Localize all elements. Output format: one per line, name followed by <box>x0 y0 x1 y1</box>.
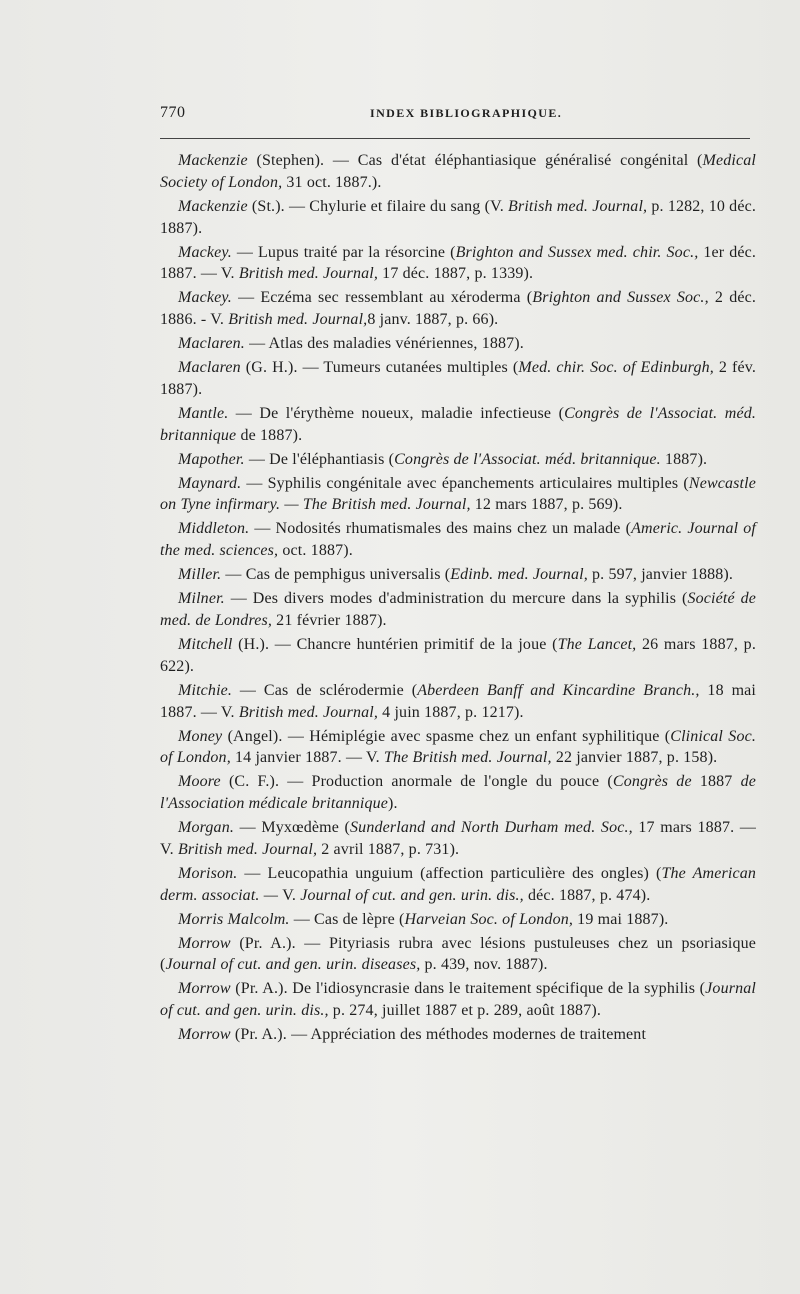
entry-publication: Congrès de <box>612 773 692 791</box>
entry-text: déc. 1887, p. 474). <box>523 886 651 904</box>
bibliography-entry <box>160 150 756 194</box>
entry-publication: Journal of cut. and gen. urin. dis., <box>300 886 524 904</box>
entry-text: 8 janv. 1887, p. 66). <box>367 311 499 329</box>
entry-text: — Nodosités rhumatismales des mains chez un malade ( <box>249 520 632 538</box>
entry-author: Mackenzie <box>178 152 248 169</box>
entry-text: — Atlas des maladies vénériennes, 1887). <box>244 335 524 353</box>
entry-author: Mapother. <box>178 450 245 468</box>
entry-text: 12 mars 1887, p. 569). <box>470 496 623 514</box>
bibliography-entry <box>160 196 756 240</box>
running-title: INDEX BIBLIOGRAPHIQUE. <box>370 106 563 120</box>
entry-publication: British med. Journal, <box>177 840 318 858</box>
bibliography-entry <box>160 771 756 815</box>
bibliography-entry <box>160 909 756 931</box>
entry-text: — Leucopathia unguium (affection particulière des ongles) ( <box>237 864 662 882</box>
page-number: 770 <box>160 104 186 121</box>
bibliography-entry <box>160 933 756 977</box>
entry-publication: Journal of cut. and gen. urin. diseases, <box>165 956 421 974</box>
entry-text: (Pr. A.). — Appréciation des méthodes modernes de traitement <box>230 1026 647 1044</box>
entry-text: 31 oct. 1887.). <box>282 173 382 191</box>
entry-text: 19 mai 1887). <box>573 910 669 928</box>
entry-author: Mitchie. <box>178 681 233 699</box>
entry-publication: Congrès de l'Associat. méd. britannique <box>160 404 756 444</box>
entry-text: 14 janvier 1887. — V. <box>230 749 384 767</box>
entry-publication: The Lancet, <box>557 635 637 653</box>
entry-publication: Aberdeen Banff and Kincardine Branch., <box>417 681 700 699</box>
entry-text: (Angel). — Hémiplégie avec spasme chez un enfant syphilitique ( <box>222 727 671 745</box>
entry-text: — Cas de sclérodermie ( <box>232 681 418 699</box>
entry-author: Mantle. <box>178 404 229 422</box>
entry-publication: The British med. Journal, <box>383 749 552 767</box>
entry-author: Morrow <box>178 1026 231 1044</box>
entry-text: (Pr. A.). — Pityriasis rubra avec lésions pustuleuses chez un psoriasique ( <box>160 934 756 974</box>
entry-author: Mackenzie <box>178 197 248 215</box>
entry-publication: Harveian Soc. of London, <box>404 910 574 928</box>
entry-author: Maclaren <box>178 359 241 377</box>
entry-author: Moore <box>178 773 221 791</box>
bibliography-entry <box>160 634 756 678</box>
entry-author: Mitchell <box>178 635 233 653</box>
entry-author: Morrow <box>178 934 231 952</box>
entry-author: Morgan. <box>178 819 235 837</box>
bibliography-entry <box>160 588 756 632</box>
entry-publication: Edinb. med. Journal, <box>450 566 588 584</box>
bibliography-entry <box>160 403 756 447</box>
bibliography-entry <box>160 449 756 471</box>
entry-text: p. 597, janvier 1888). <box>587 566 734 584</box>
entry-author: Morris Malcolm. <box>178 910 290 928</box>
bibliography-entry <box>160 564 756 586</box>
bibliography-entry <box>160 518 756 562</box>
entry-publication: Med. chir. Soc. of Edinburgh, <box>518 359 714 377</box>
bibliography-entry <box>160 333 756 355</box>
page-header <box>160 104 750 126</box>
entry-publication: de l'Association médicale britannique <box>160 773 756 813</box>
entry-text: 2 fév. 1887). <box>160 359 757 398</box>
entry-text: (St.). — Chylurie et filaire du sang (V. <box>247 197 509 215</box>
entry-text: 22 janvier 1887, p. 158). <box>551 749 718 767</box>
entry-text: p. 439, nov. 1887). <box>420 956 548 974</box>
entry-publication: British med. Journal, <box>238 703 379 721</box>
entry-publication: Congrès de l'Associat. méd. britannique. <box>394 450 661 468</box>
header-rule <box>160 138 750 139</box>
entry-text: 1887). <box>660 450 708 468</box>
entry-publication: Sunderland and North Durham med. Soc., <box>350 819 633 837</box>
entry-text: 4 juin 1887, p. 1217). <box>378 703 524 721</box>
entry-text: (H.). — Chancre huntérien primitif de la joue ( <box>232 635 558 653</box>
entry-author: Morison. <box>178 864 238 882</box>
entry-publication: British med. Journal, <box>508 197 648 215</box>
entry-text: 21 février 1887). <box>272 612 387 629</box>
entry-text: ). <box>388 795 398 813</box>
bibliography-entry <box>160 978 756 1022</box>
entry-text: — Cas de pemphigus universalis ( <box>221 566 451 584</box>
entry-text: (G. H.). — Tumeurs cutanées multiples ( <box>240 359 519 377</box>
entry-author: Mackey. <box>178 289 232 307</box>
entry-publication: Brighton and Sussex Soc., <box>532 289 709 307</box>
entry-text: — Eczéma sec ressemblant au xéroderma ( <box>231 289 533 307</box>
entry-text: — Myxœdème ( <box>234 819 351 837</box>
entry-publication: Clinical Soc. of London, <box>160 727 756 767</box>
entry-text: — Lupus traité par la résorcine ( <box>231 243 456 261</box>
entry-text: 2 déc. 1886. - V. <box>160 289 757 329</box>
entry-author: Mackey. <box>178 243 232 261</box>
entry-publication: Société de med. de Londres, <box>160 590 756 629</box>
entry-text: V. <box>282 886 301 904</box>
entry-text: p. 1282, 10 déc. 1887). <box>160 197 756 237</box>
bibliography-entry <box>160 473 756 517</box>
entry-publication: Newcastle on Tyne infirmary. — The British med. Journal, <box>160 474 756 514</box>
entry-text: 18 mai 1887. — V. <box>160 681 757 721</box>
entry-publication: British med. Journal, <box>228 311 368 329</box>
bibliography-entry <box>160 287 756 331</box>
bibliography-entry <box>160 357 756 401</box>
entry-text: 1887 <box>691 773 741 791</box>
entry-text: — Syphilis congénitale avec épanchements articulaires multiples ( <box>241 474 689 492</box>
entry-text: oct. 1887). <box>278 542 353 560</box>
entry-text: — De l'éléphantiasis ( <box>244 450 395 468</box>
entry-author: Maclaren. <box>178 335 245 353</box>
entry-publication: Journal of cut. and gen. urin. dis., <box>160 980 756 1020</box>
bibliography-entry <box>160 863 756 907</box>
entry-publication: Brighton and Sussex med. chir. Soc., <box>455 243 699 261</box>
entry-text: 26 mars 1887, p. 622). <box>160 635 756 675</box>
entry-publication: Medical Society of London, <box>160 152 756 191</box>
entry-text: 17 mars 1887. — V. <box>160 819 756 858</box>
entry-text: — Des divers modes d'administration du mercure dans la syphilis ( <box>224 590 688 608</box>
entry-publication: British med. Journal, <box>238 265 379 283</box>
entry-publication: The American derm. associat. — <box>160 864 757 904</box>
entry-text: 2 avril 1887, p. 731). <box>317 840 460 858</box>
entry-text: (Pr. A.). De l'idiosyncrasie dans le traitement spécifique de la syphilis ( <box>230 980 706 998</box>
bibliography-entry <box>160 817 756 861</box>
entry-author: Morrow <box>178 980 231 998</box>
entry-text: p. 274, juillet 1887 et p. 289, août 1887). <box>328 1002 601 1020</box>
bibliography-entry <box>160 680 756 724</box>
bibliography-entry <box>160 242 756 286</box>
entry-author: Miller. <box>178 566 222 584</box>
entry-text: — De l'érythème noueux, maladie infectieuse ( <box>228 404 565 422</box>
entry-publication: Americ. Journal of the med. sciences, <box>160 520 756 560</box>
entry-text: (C. F.). — Production anormale de l'ongle du pouce ( <box>220 773 613 791</box>
entry-text: — Cas de lèpre ( <box>289 910 405 928</box>
entry-text: 1er déc. 1887. — V. <box>160 243 756 283</box>
entry-text: 17 déc. 1887, p. 1339). <box>378 265 534 283</box>
bibliography-list <box>160 150 756 1046</box>
entry-author: Milner. <box>178 590 225 608</box>
entry-author: Middleton. <box>178 520 250 538</box>
entry-author: Money <box>178 727 223 745</box>
entry-text: (Stephen). — Cas d'état éléphantiasique généralisé congénital ( <box>247 152 703 169</box>
entry-text: de 1887). <box>236 426 303 444</box>
entry-author: Maynard. <box>178 474 242 492</box>
bibliography-entry <box>160 726 756 770</box>
bibliography-entry <box>160 1024 756 1046</box>
